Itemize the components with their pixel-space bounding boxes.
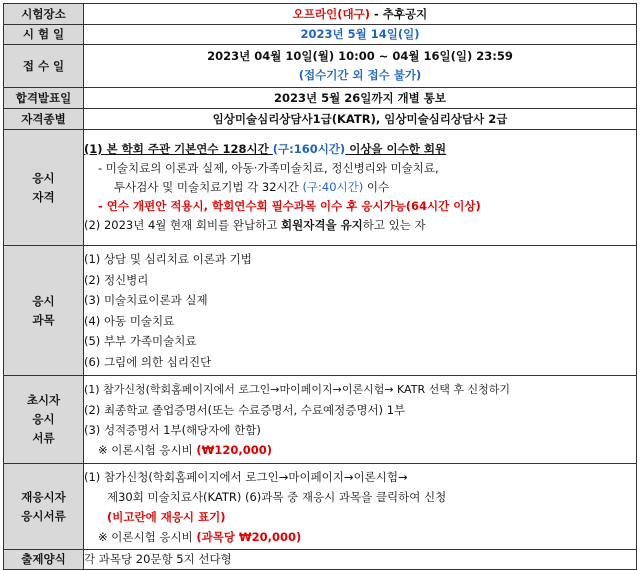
eligibility-content (84, 130, 637, 246)
retake-docs-content (84, 464, 637, 550)
first-time-docs-content (84, 376, 637, 464)
subject-item: (4) 아동 미술치료 (84, 313, 175, 328)
retake-fee-amount: (과목당 ₩20,000) (196, 529, 302, 544)
retake-item-line1: (1) 참가신청(학회홈페이지에서 로그인→마이페이지→이론시험→ (84, 469, 408, 484)
eligibility-item1-old: (구:160시간) (272, 142, 346, 156)
label-retake-line1: 재응시자 (21, 489, 66, 504)
row-retake-docs (4, 464, 637, 550)
label-eligibility-line2: 자격 (32, 189, 55, 204)
registration-value (84, 45, 637, 88)
row-results (4, 88, 637, 109)
eligibility-sub-3: - 연수 개편안 적용시, 학회연수회 필수과목 이수 후 응시가능(64시간 이상) (98, 199, 481, 213)
subject-item: (2) 정신병리 (84, 272, 149, 287)
row-first-time-docs (4, 376, 637, 464)
label-retake-docs (4, 464, 84, 550)
first-time-fee-prefix: ※ 이론시험 응시비 (98, 442, 197, 457)
subject-item: (3) 미술치료이론과 실제 (84, 293, 208, 307)
eligibility-item-2 (84, 216, 636, 235)
row-registration (4, 45, 637, 88)
label-subjects-line2: 과목 (32, 312, 55, 327)
row-exam-date (4, 25, 637, 45)
label-registration: 접 수 일 (4, 45, 84, 88)
label-results: 합격발표일 (4, 88, 84, 109)
label-exam-date: 시 험 일 (4, 25, 84, 45)
eligibility-item1-prefix: (1) 본 학회 주관 기본연수 128시간 (84, 142, 273, 156)
first-time-fee (84, 440, 636, 460)
venue-sep: - (369, 6, 383, 21)
retake-fee (84, 527, 636, 547)
label-subjects (4, 246, 84, 376)
retake-fee-prefix: ※ 이론시험 응시비 (98, 529, 197, 544)
retake-item-note: (비고란에 재응시 표기) (107, 509, 226, 524)
eligibility-item-1 (84, 140, 636, 159)
row-qualification-type (4, 109, 637, 130)
eligibility-sub2-prefix: 투사검사 및 미술치료기법 각 32시간 (114, 180, 303, 194)
label-venue: 시험장소 (4, 4, 84, 25)
eligibility-sub-1: - 미술치료의 이론과 실제, 아동·가족미술치료, 정신병리와 미술치료, (98, 161, 439, 175)
subject-item: (5) 부부 가족미술치료 (84, 334, 197, 348)
subject-item: (6) 그림에 의한 심리진단 (84, 354, 212, 369)
label-eligibility (4, 130, 84, 246)
registration-note: (접수기간 외 접수 불가) (298, 68, 422, 82)
eligibility-sub2-old: (구:40시간) (302, 180, 364, 194)
label-first-time-line3: 서류 (32, 431, 55, 445)
eligibility-item2-bold: 회원자격을 유지 (281, 218, 363, 232)
venue-value (84, 4, 637, 25)
label-format: 출제양식 (4, 550, 84, 570)
eligibility-item1-suffix: 이상을 이수한 회원 (345, 142, 447, 156)
eligibility-item2-prefix: (2) 2023년 4월 현재 회비를 완납하고 (84, 218, 282, 232)
first-time-fee-amount: (₩120,000) (196, 442, 272, 457)
label-first-time-docs (4, 376, 84, 464)
row-venue (4, 4, 637, 25)
venue-offline: 오프라인(대구) (292, 6, 370, 21)
eligibility-sub-2 (84, 178, 636, 197)
row-eligibility (4, 130, 637, 246)
label-first-time-line2: 응시 (32, 412, 55, 426)
results-value: 2023년 5월 26일까지 개별 통보 (84, 88, 637, 109)
eligibility-sub2-suffix: 이수 (363, 180, 390, 194)
retake-item-line2: 제30회 미술치료사(KATR) (6)과목 중 재응시 과목을 클릭하여 신청 (107, 489, 447, 504)
first-time-doc-item: (2) 최종학교 졸업증명서(또는 수료증명서, 수료예정증명서) 1부 (84, 402, 406, 417)
first-time-doc-item: (1) 참가신청(학회홈페이지에서 로그인→마이페이지→이론시험→ KATR 선택 후 신청하기 (84, 382, 510, 396)
format-value: 각 과목당 20문항 5지 선다형 (84, 550, 637, 570)
registration-period: 2023년 04월 10일(월) 10:00 ~ 04월 16일(일) 23:59 (207, 49, 513, 63)
label-qualification-type: 자격종별 (4, 109, 84, 130)
label-retake-line2: 응시서류 (21, 508, 66, 523)
label-eligibility-line1: 응시 (32, 170, 55, 185)
first-time-doc-item: (3) 성적증명서 1부(해당자에 한함) (84, 422, 261, 437)
exam-date-value: 2023년 5월 14일(일) (84, 25, 637, 45)
exam-info-table (3, 3, 637, 570)
label-first-time-line1: 초시자 (26, 393, 61, 407)
row-subjects (4, 246, 637, 376)
venue-notice: 추후공지 (382, 6, 428, 21)
subjects-content (84, 246, 637, 376)
label-subjects-line1: 응시 (32, 293, 55, 308)
qualification-type-value: 임상미술심리상담사1급(KATR), 임상미술심리상담사 2급 (84, 109, 637, 130)
eligibility-item2-suffix: 하고 있는 자 (362, 218, 426, 232)
subject-item: (1) 상담 및 심리치료 이론과 기법 (84, 252, 252, 266)
